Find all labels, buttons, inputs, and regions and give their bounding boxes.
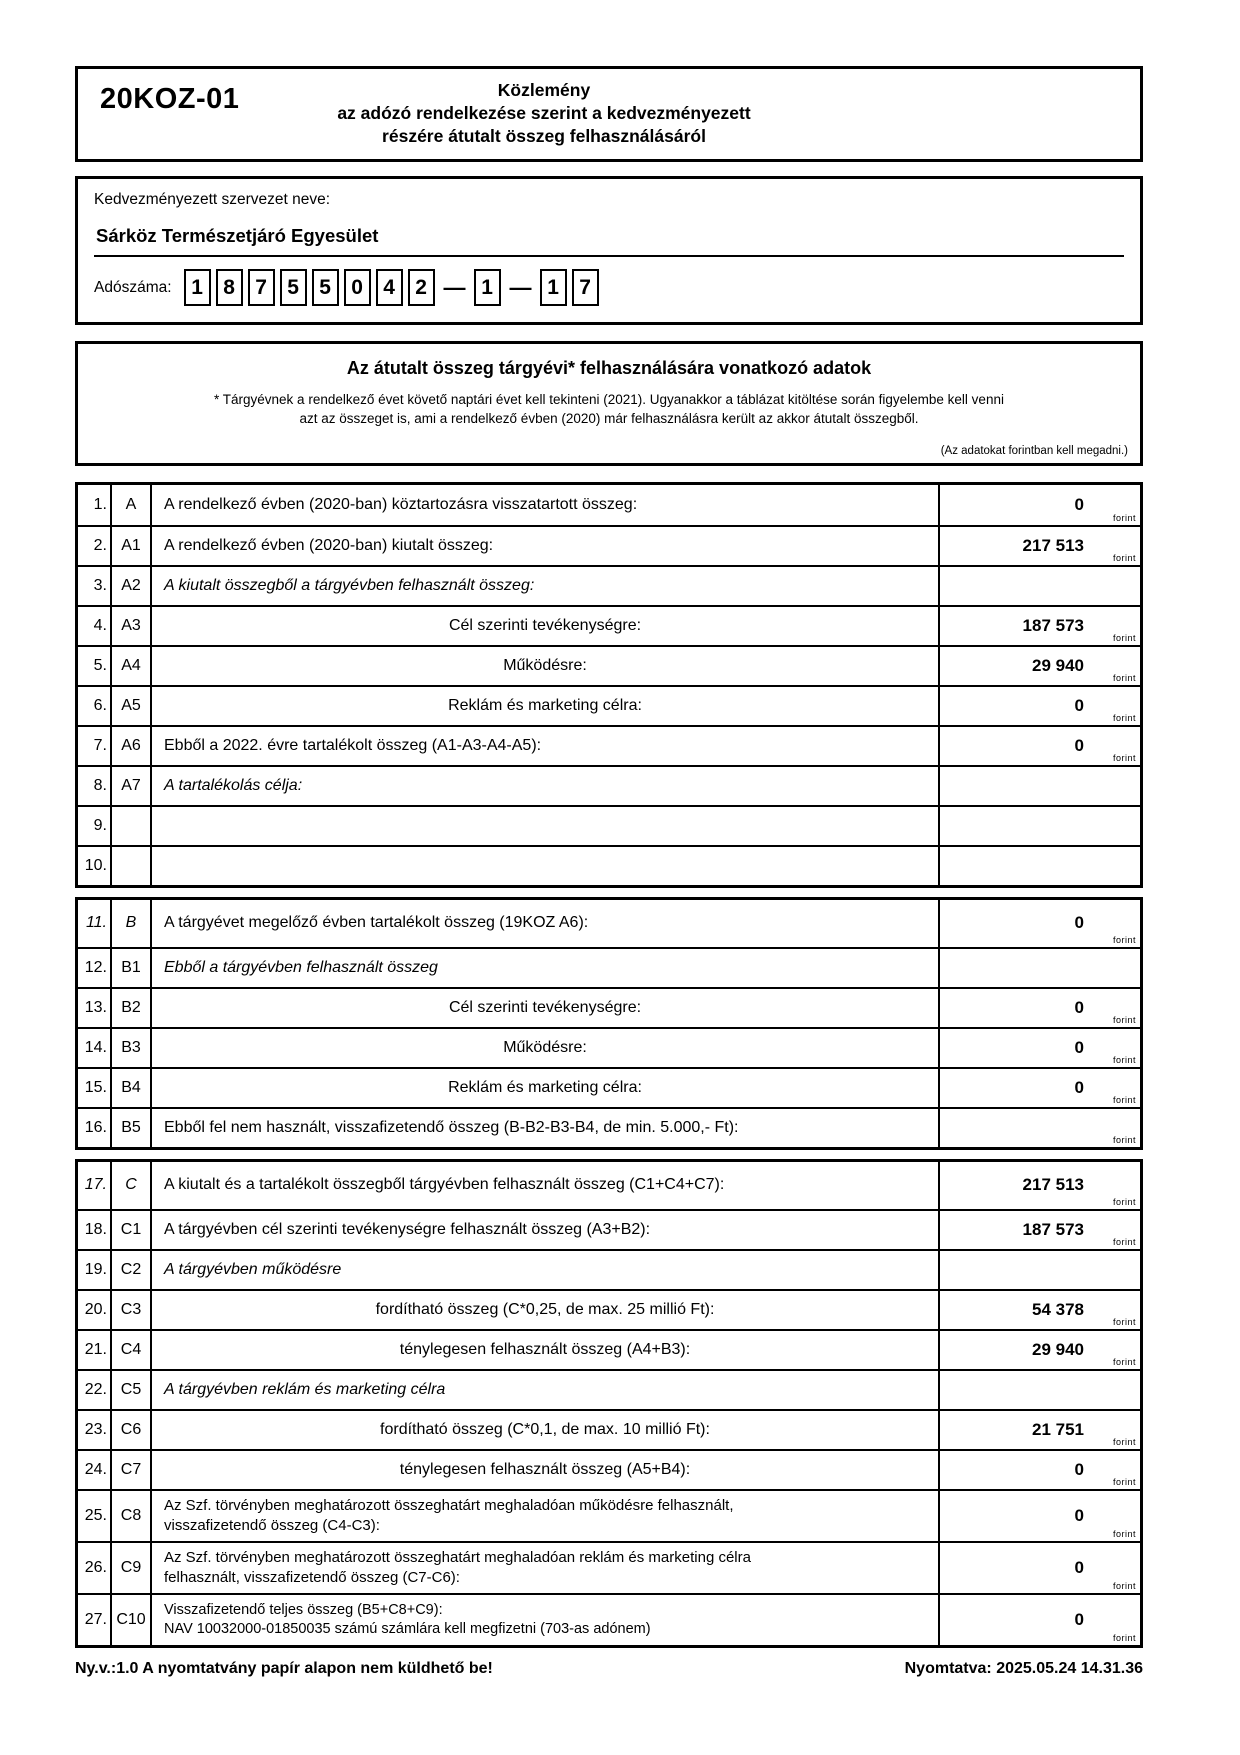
- row-label-line: Az Szf. törvényben meghatározott összeghatárt meghaladóan reklám és marketing célra: [164, 1549, 751, 1567]
- tax-number-separator: —: [509, 274, 532, 300]
- forint-unit-label: forint: [1112, 512, 1136, 523]
- row-amount: 0: [1074, 695, 1084, 715]
- row-label: A tartalékolás célja:: [152, 767, 940, 805]
- table-row: [78, 947, 1140, 987]
- row-number: 14.: [78, 1029, 112, 1067]
- form-footer: [75, 1660, 1143, 1678]
- table-row: [78, 1449, 1140, 1489]
- row-amount: 0: [1074, 1037, 1084, 1057]
- forint-unit-label: forint: [1112, 934, 1136, 945]
- form-tables: [75, 482, 1143, 1648]
- row-code: A6: [112, 727, 152, 765]
- row-amount: 0: [1074, 997, 1084, 1017]
- row-amount: 0: [1074, 735, 1084, 755]
- row-value-cell: [940, 1451, 1140, 1489]
- row-label: [152, 1595, 940, 1645]
- table-row: [78, 1541, 1140, 1593]
- row-value-cell: [940, 527, 1140, 565]
- row-label: Működésre:: [152, 1029, 940, 1067]
- row-value-cell: [940, 847, 1140, 885]
- form-code: 20KOZ-01: [100, 83, 240, 115]
- row-number: 23.: [78, 1411, 112, 1449]
- section-title: Az átutalt összeg tárgyévi* felhasználására vonatkozó adatok: [346, 358, 872, 378]
- table-row: [78, 605, 1140, 645]
- row-code: A2: [112, 567, 152, 605]
- row-value-cell: [940, 1069, 1140, 1107]
- row-code: C9: [112, 1543, 152, 1593]
- row-value-cell: [940, 949, 1140, 987]
- row-code: A: [112, 485, 152, 525]
- table-row: [78, 845, 1140, 885]
- row-amount: 29 940: [1032, 655, 1084, 675]
- row-amount: 29 940: [1032, 1339, 1084, 1359]
- row-label: A rendelkező évben (2020-ban) köztartozásra visszatartott összeg:: [152, 485, 940, 525]
- row-label: fordítható összeg (C*0,1, de max. 10 millió Ft):: [152, 1411, 940, 1449]
- table-group-1: [75, 482, 1143, 888]
- beneficiary-name: Sárköz Természetjáró Egyesület: [94, 209, 1124, 257]
- section-footnote: [90, 391, 1128, 429]
- forint-unit-label: forint: [1112, 712, 1136, 723]
- forint-unit-label: forint: [1112, 1196, 1136, 1207]
- table-row: [78, 1209, 1140, 1249]
- table-row: [78, 1329, 1140, 1369]
- row-label: Ebből a 2022. évre tartalékolt összeg (A1-A3-A4-A5):: [152, 727, 940, 765]
- row-value-cell: [940, 989, 1140, 1027]
- forint-unit-label: forint: [1112, 1014, 1136, 1025]
- table-row: [78, 765, 1140, 805]
- row-label: A tárgyévben reklám és marketing célra: [152, 1371, 940, 1409]
- row-value-cell: [940, 1331, 1140, 1369]
- row-code: A4: [112, 647, 152, 685]
- row-code: B3: [112, 1029, 152, 1067]
- row-value-cell: [940, 1109, 1140, 1147]
- row-number: 27.: [78, 1595, 112, 1645]
- row-number: 11.: [78, 900, 112, 947]
- row-label: A tárgyévben cél szerinti tevékenységre felhasznált összeg (A3+B2):: [152, 1211, 940, 1249]
- row-number: 18.: [78, 1211, 112, 1249]
- row-number: 26.: [78, 1543, 112, 1593]
- row-amount: 21 751: [1032, 1419, 1084, 1439]
- row-code: B5: [112, 1109, 152, 1147]
- row-code: B1: [112, 949, 152, 987]
- row-number: 1.: [78, 485, 112, 525]
- form-title: [138, 79, 950, 147]
- row-label: [152, 1491, 940, 1541]
- row-number: 12.: [78, 949, 112, 987]
- row-label-line: felhasznált, visszafizetendő összeg (C7-C6):: [164, 1568, 460, 1586]
- row-label: [152, 847, 940, 885]
- footer-version-note: Ny.v.:1.0 A nyomtatvány papír alapon nem küldhető be!: [75, 1659, 493, 1677]
- row-label: A rendelkező évben (2020-ban) kiutalt összeg:: [152, 527, 940, 565]
- row-amount: 0: [1074, 1459, 1084, 1479]
- table-row: [78, 725, 1140, 765]
- row-label: Ebből fel nem használt, visszafizetendő összeg (B-B2-B3-B4, de min. 5.000,- Ft):: [152, 1109, 940, 1147]
- row-value-cell: [940, 727, 1140, 765]
- table-row: [78, 1249, 1140, 1289]
- row-number: 21.: [78, 1331, 112, 1369]
- row-number: 9.: [78, 807, 112, 845]
- row-label: A kiutalt és a tartalékolt összegből tárgyévben felhasznált összeg (C1+C4+C7):: [152, 1162, 940, 1209]
- forint-unit-label: forint: [1112, 1356, 1136, 1367]
- row-code: C3: [112, 1291, 152, 1329]
- forint-note: (Az adatokat forintban kell megadni.): [940, 444, 1128, 457]
- tax-digit-box: 2: [408, 269, 435, 306]
- tax-digit-box: 0: [344, 269, 371, 306]
- row-number: 2.: [78, 527, 112, 565]
- row-label: Cél szerinti tevékenységre:: [152, 607, 940, 645]
- table-row: [78, 1409, 1140, 1449]
- table-row: [78, 645, 1140, 685]
- row-number: 7.: [78, 727, 112, 765]
- tax-digit-box: 1: [184, 269, 211, 306]
- forint-unit-label: forint: [1112, 1476, 1136, 1487]
- row-code: B2: [112, 989, 152, 1027]
- forint-unit-label: forint: [1112, 632, 1136, 643]
- form-title-line-3: részére átutalt összeg felhasználásáról: [382, 125, 706, 146]
- forint-unit-label: forint: [1112, 1580, 1136, 1591]
- row-label: fordítható összeg (C*0,25, de max. 25 millió Ft):: [152, 1291, 940, 1329]
- row-amount: 54 378: [1032, 1299, 1084, 1319]
- row-value-cell: [940, 807, 1140, 845]
- form-header: [75, 66, 1143, 162]
- row-amount: 187 573: [1022, 1219, 1084, 1239]
- row-label: A kiutalt összegből a tárgyévben felhasznált összeg:: [152, 567, 940, 605]
- row-code: C2: [112, 1251, 152, 1289]
- table-row: [78, 900, 1140, 947]
- row-label-line: NAV 10032000-01850035 számú számlára kell megfizetni (703-as adónem): [164, 1620, 651, 1637]
- tax-digit-box: 7: [572, 269, 599, 306]
- table-group-3: [75, 1159, 1143, 1648]
- table-row: [78, 1027, 1140, 1067]
- row-code: C4: [112, 1331, 152, 1369]
- row-number: 19.: [78, 1251, 112, 1289]
- table-row: [78, 565, 1140, 605]
- forint-unit-label: forint: [1112, 1632, 1136, 1643]
- table-row: [78, 1162, 1140, 1209]
- forint-unit-label: forint: [1112, 552, 1136, 563]
- row-code: C8: [112, 1491, 152, 1541]
- table-row: [78, 1107, 1140, 1147]
- row-number: 15.: [78, 1069, 112, 1107]
- row-amount: 0: [1074, 494, 1084, 514]
- tax-digit-box: 1: [540, 269, 567, 306]
- row-number: 20.: [78, 1291, 112, 1329]
- row-code: A7: [112, 767, 152, 805]
- row-value-cell: [940, 1491, 1140, 1541]
- row-code: [112, 847, 152, 885]
- footer-printed-timestamp: Nyomtatva: 2025.05.24 14.31.36: [904, 1659, 1143, 1677]
- row-code: C: [112, 1162, 152, 1209]
- row-amount: 0: [1074, 1077, 1084, 1097]
- table-row: [78, 1289, 1140, 1329]
- row-value-cell: [940, 567, 1140, 605]
- row-value-cell: [940, 1162, 1140, 1209]
- row-code: C10: [112, 1595, 152, 1645]
- row-label: A tárgyévben működésre: [152, 1251, 940, 1289]
- row-number: 10.: [78, 847, 112, 885]
- row-number: 8.: [78, 767, 112, 805]
- row-amount: 217 513: [1022, 535, 1084, 555]
- row-number: 17.: [78, 1162, 112, 1209]
- row-value-cell: [940, 1543, 1140, 1593]
- tax-number-label: Adószáma:: [94, 278, 172, 296]
- row-label: ténylegesen felhasznált összeg (A4+B3):: [152, 1331, 940, 1369]
- row-number: 4.: [78, 607, 112, 645]
- tax-digit-box: 1: [474, 269, 501, 306]
- table-row: [78, 685, 1140, 725]
- row-value-cell: [940, 1291, 1140, 1329]
- row-label: [152, 1543, 940, 1593]
- table-row: [78, 1369, 1140, 1409]
- section-footnote-line-2: azt az összeget is, ami a rendelkező évben (2020) már felhasználásra került az akkor átutalt összegből.: [299, 410, 919, 426]
- forint-unit-label: forint: [1112, 1094, 1136, 1105]
- row-code: B4: [112, 1069, 152, 1107]
- row-value-cell: [940, 1411, 1140, 1449]
- row-label-line: visszafizetendő összeg (C4-C3):: [164, 1516, 380, 1534]
- row-amount: 187 573: [1022, 615, 1084, 635]
- row-value-cell: [940, 1251, 1140, 1289]
- row-code: [112, 807, 152, 845]
- table-row: [78, 1489, 1140, 1541]
- table-row: [78, 485, 1140, 525]
- row-value-cell: [940, 767, 1140, 805]
- form-title-line-1: Közlemény: [497, 80, 591, 100]
- row-amount: 0: [1074, 1505, 1084, 1525]
- data-section-header: [75, 341, 1143, 466]
- row-code: C1: [112, 1211, 152, 1249]
- row-code: A3: [112, 607, 152, 645]
- section-footnote-line-1: * Tárgyévnek a rendelkező évet követő naptári évet kell tekinteni (2021). Ugyanakkor a táblázat kitöltése során figyelembe kell venni: [214, 392, 1004, 407]
- row-value-cell: [940, 485, 1140, 525]
- table-row: [78, 987, 1140, 1027]
- row-number: 25.: [78, 1491, 112, 1541]
- tax-digit-box: 8: [216, 269, 243, 306]
- forint-unit-label: forint: [1112, 752, 1136, 763]
- row-number: 22.: [78, 1371, 112, 1409]
- row-number: 6.: [78, 687, 112, 725]
- tax-digit-box: 5: [312, 269, 339, 306]
- forint-unit-label: forint: [1112, 672, 1136, 683]
- row-value-cell: [940, 1371, 1140, 1409]
- forint-unit-label: forint: [1112, 1236, 1136, 1247]
- table-group-2: [75, 897, 1143, 1150]
- row-number: 13.: [78, 989, 112, 1027]
- row-number: 16.: [78, 1109, 112, 1147]
- row-code: A5: [112, 687, 152, 725]
- row-value-cell: [940, 900, 1140, 947]
- row-label: A tárgyévet megelőző évben tartalékolt összeg (19KOZ A6):: [152, 900, 940, 947]
- forint-unit-label: forint: [1112, 1316, 1136, 1327]
- row-value-cell: [940, 607, 1140, 645]
- row-label: Reklám és marketing célra:: [152, 1069, 940, 1107]
- tax-digit-box: 4: [376, 269, 403, 306]
- tax-number-separator: —: [443, 274, 466, 300]
- row-amount: 0: [1074, 1557, 1084, 1577]
- table-row: [78, 1067, 1140, 1107]
- row-code: C5: [112, 1371, 152, 1409]
- tax-digit-box: 5: [280, 269, 307, 306]
- row-label: ténylegesen felhasznált összeg (A5+B4):: [152, 1451, 940, 1489]
- forint-unit-label: forint: [1112, 1054, 1136, 1065]
- row-code: C7: [112, 1451, 152, 1489]
- row-value-cell: [940, 687, 1140, 725]
- table-row: [78, 805, 1140, 845]
- tax-digit-box: 7: [248, 269, 275, 306]
- row-number: 3.: [78, 567, 112, 605]
- row-label: Reklám és marketing célra:: [152, 687, 940, 725]
- forint-unit-label: forint: [1112, 1528, 1136, 1539]
- row-label-line: Visszafizetendő teljes összeg (B5+C8+C9):: [164, 1601, 443, 1618]
- row-label: Ebből a tárgyévben felhasznált összeg: [152, 949, 940, 987]
- table-row: [78, 525, 1140, 565]
- row-label: Működésre:: [152, 647, 940, 685]
- tax-number-row: [94, 269, 1124, 306]
- row-code: A1: [112, 527, 152, 565]
- row-amount: 0: [1074, 1609, 1084, 1629]
- row-label: [152, 807, 940, 845]
- forint-unit-label: forint: [1112, 1134, 1136, 1145]
- table-row: [78, 1593, 1140, 1645]
- row-number: 5.: [78, 647, 112, 685]
- row-value-cell: [940, 647, 1140, 685]
- forint-unit-label: forint: [1112, 1436, 1136, 1447]
- tax-number-boxes: [184, 269, 604, 306]
- form-title-line-2: az adózó rendelkezése szerint a kedvezményezett: [337, 102, 751, 123]
- row-code: B: [112, 900, 152, 947]
- row-amount: 217 513: [1022, 1175, 1084, 1195]
- row-amount: 0: [1074, 913, 1084, 933]
- row-value-cell: [940, 1211, 1140, 1249]
- row-value-cell: [940, 1029, 1140, 1067]
- row-number: 24.: [78, 1451, 112, 1489]
- beneficiary-section: [75, 176, 1143, 325]
- row-code: C6: [112, 1411, 152, 1449]
- beneficiary-name-label: Kedvezményezett szervezet neve:: [94, 191, 331, 208]
- row-label-line: Az Szf. törvényben meghatározott összeghatárt meghaladóan működésre felhasznált,: [164, 1497, 734, 1515]
- row-label: Cél szerinti tevékenységre:: [152, 989, 940, 1027]
- row-value-cell: [940, 1595, 1140, 1645]
